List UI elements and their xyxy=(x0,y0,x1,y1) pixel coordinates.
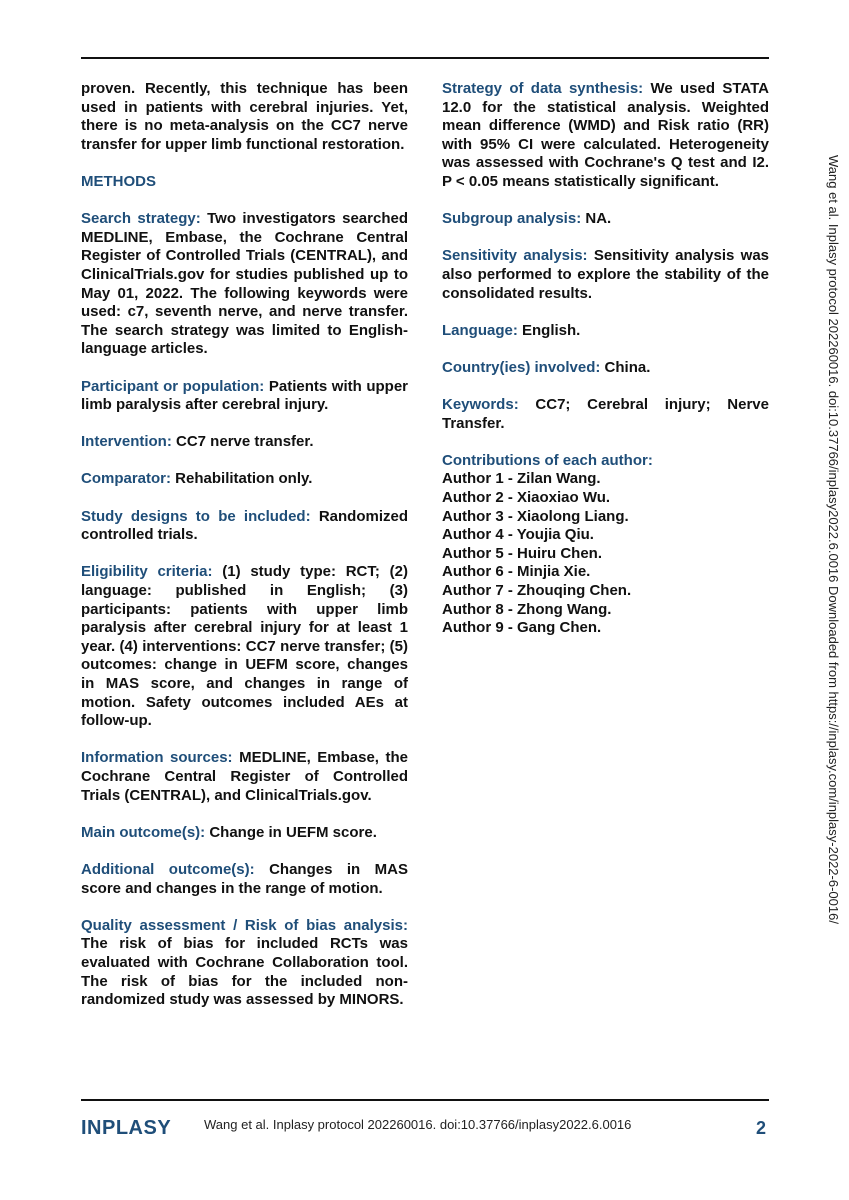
author-item: Author 8 - Zhong Wang. xyxy=(442,600,612,618)
section-label: Study designs to be included: xyxy=(81,507,311,525)
author-item: Author 5 - Huiru Chen. xyxy=(442,544,602,562)
section-text: Rehabilitation only. xyxy=(171,470,313,488)
section-label: Sensitivity analysis: xyxy=(442,247,588,265)
section-label: Keywords: xyxy=(442,396,519,414)
quality-assessment-section xyxy=(81,917,408,1010)
section-label: Eligibility criteria: xyxy=(81,563,213,581)
footer-citation: Wang et al. Inplasy protocol 202260016. doi:10.37766/inplasy2022.6.0016 xyxy=(204,1117,632,1132)
data-synthesis-section xyxy=(442,80,769,192)
section-label: Search strategy: xyxy=(81,210,201,228)
section-label: Information sources: xyxy=(81,749,233,767)
top-rule xyxy=(81,57,769,59)
section-text: CC7; Cerebral injury; Nerve Transfer. xyxy=(442,396,769,432)
section-label: Subgroup analysis: xyxy=(442,210,582,228)
section-text: The risk of bias for included RCTs was evaluated with Cochrane Collaboration tool. The risk of bias for the included non-randomized study was assessed by MINORS. xyxy=(81,935,408,1009)
additional-outcome-section xyxy=(81,861,408,898)
author-item: Author 3 - Xiaolong Liang. xyxy=(442,507,629,525)
section-text: NA. xyxy=(581,210,612,228)
sensitivity-section xyxy=(442,247,769,303)
section-text: MEDLINE, Embase, the Cochrane Central Register of Controlled Trials (CENTRAL), and ClinicalTrials.gov. xyxy=(81,749,408,804)
section-text: Change in UEFM score. xyxy=(205,823,377,841)
section-text: CC7 nerve transfer. xyxy=(171,433,314,451)
footer-brand: INPLASY xyxy=(81,1117,172,1139)
comparator-section xyxy=(81,470,408,489)
section-label: Language: xyxy=(442,321,518,339)
section-text: China. xyxy=(600,358,651,376)
section-text: Changes in MAS score and changes in the range of motion. xyxy=(81,860,409,897)
author-list xyxy=(442,470,769,637)
author-item: Author 9 - Gang Chen. xyxy=(442,619,602,637)
author-item: Author 1 - Zilan Wang. xyxy=(442,470,601,488)
section-text: (1) study type: RCT; (2) language: published in English; (3) participants: patients with upper limb paralysis after cerebral injury for at least 1 year. (4) interventions: CC7 nerve transfer; (5) outcomes: change in UEFM score, changes in MAS score, and changes in range of motion. Safety outcomes included AEs at follow-up. xyxy=(81,563,408,730)
page-number: 2 xyxy=(756,1118,767,1138)
study-designs-section xyxy=(81,508,408,545)
section-text: Randomized controlled trials. xyxy=(81,507,408,544)
section-text: Sensitivity analysis was also performed to explore the stability of the consolidated results. xyxy=(442,247,769,302)
bottom-rule xyxy=(81,1099,769,1101)
section-label: Participant or population: xyxy=(81,377,265,395)
author-item: Author 7 - Zhouqing Chen. xyxy=(442,582,632,600)
information-sources-section xyxy=(81,749,408,805)
search-strategy-section xyxy=(81,210,408,359)
section-label: Strategy of data synthesis: xyxy=(442,80,644,97)
eligibility-section xyxy=(81,563,408,730)
left-column xyxy=(81,80,408,1028)
section-text: Patients with upper limb paralysis after cerebral injury. xyxy=(81,377,409,414)
right-column xyxy=(442,80,769,638)
keywords-section xyxy=(442,396,769,433)
language-section xyxy=(442,322,769,341)
section-label: Country(ies) involved: xyxy=(442,358,601,376)
contributions-label: Contributions of each author: xyxy=(442,451,653,469)
intervention-section xyxy=(81,433,408,452)
intro-paragraph: proven. Recently, this technique has been used in patients with cerebral injuries. Yet, there is no meta-analysis on the CC7 nerve transfer for upper limb functional restoration. xyxy=(81,80,408,153)
author-item: Author 4 - Youjia Qiu. xyxy=(442,526,594,544)
countries-section xyxy=(442,359,769,378)
section-label: Additional outcome(s): xyxy=(81,860,255,878)
section-label: Main outcome(s): xyxy=(81,823,206,841)
section-text: We used STATA 12.0 for the statistical analysis. Weighted mean difference (WMD) and Risk ratio (RR) with 95% CI were calculated. Heterogeneity was assessed with Cochrane's Q test and I2. P < 0.05 means statistically significant. xyxy=(442,80,769,190)
author-item: Author 6 - Minjia Xie. xyxy=(442,563,591,581)
methods-heading: METHODS xyxy=(81,172,156,190)
main-outcome-section xyxy=(81,824,408,843)
section-text: English. xyxy=(517,321,581,339)
side-download-note: Wang et al. Inplasy protocol 202260016. doi:10.37766/inplasy2022.6.0016 Downloaded from https://inplasy.com/inplasy-2022-6-0016/ xyxy=(826,155,841,924)
contributions-section xyxy=(442,452,769,638)
section-text: Two investigators searched MEDLINE, Embase, the Cochrane Central Register of Controlled Trials (CENTRAL), and ClinicalTrials.gov for studies published up to May 01, 2022. The following keywords were used: c7, seventh nerve, and nerve transfer. The search strategy was limited to English-language articles. xyxy=(81,210,408,358)
participant-section xyxy=(81,378,408,415)
section-label: Comparator: xyxy=(81,470,172,488)
section-label: Quality assessment / Risk of bias analysis: xyxy=(81,916,408,934)
section-label: Intervention: xyxy=(81,433,172,451)
author-item: Author 2 - Xiaoxiao Wu. xyxy=(442,489,611,507)
subgroup-section xyxy=(442,210,769,229)
